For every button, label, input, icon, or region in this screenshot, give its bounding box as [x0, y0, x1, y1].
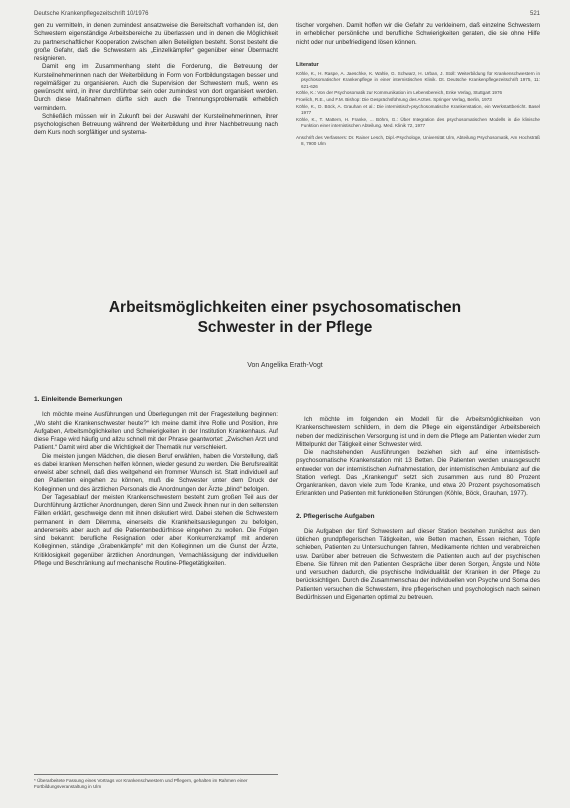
section-heading: 2. Pflegerische Aufgaben	[296, 512, 375, 520]
top-right-column	[296, 22, 540, 148]
literature-entry: Köhle, K., D. Böck, A. Grauhan et al.: Die internistisch-psychosomatische Krankenstation, ein Werkstattbericht. Basel 1977	[296, 103, 540, 116]
literature-entry: Köhle, K., H. Raspe, A. Jaeschke, K. Wahle, G. Schwarz, H. Urban, J. Stoll: Weiterbildung für Krankenschwestern in psychosomatischer Krankenpflege in einer internistischen Klinik. Dt. Deutsche Krankenpflegezeitschrift 1975, 11: 621-626	[296, 71, 540, 89]
body-left-column	[34, 396, 278, 568]
article-title-line: Arbeitsmöglichkeiten einer psychosomatischen	[108, 299, 462, 316]
paragraph: gen zu vermitteln, in denen zumindest ansatzweise die Bereitschaft vorhanden ist, den Schwestern eigenständige Arbeitsbereiche zu überlassen und in denen die Möglichkeit zu partnerschaftlicher Kooperation zwischen allen Beteiligten besteht. Sonst besteht die große Gefahr, daß die Schwestern als „Einzelkämpfer“ gegenüber einer Übermacht resignieren.	[34, 22, 278, 62]
literature-entry: Köhle, K., T. Mattern, H. Franke, ... Böhm, G.: Über Integration des psychosomatischen Modells in die klinische Funktion einer internistischen Abteilung. Med. Klinik 72, 1977	[296, 117, 540, 129]
paragraph: Schließlich müssen wir in Zukunft bei der Auswahl der Kursteilnehmerinnen, ihrer psychologischen Betreuung während der Weiterbildung und ihrer Nachbetreuung nach dem Kurs noch sorgfältiger und systema-	[34, 112, 278, 137]
top-left-column	[34, 22, 278, 138]
literature-list	[296, 71, 540, 147]
journal-name: Deutsche Krankenpflegezeitschrift 10/1976	[34, 11, 149, 17]
article-title	[0, 298, 570, 338]
body-right-column	[296, 416, 540, 602]
paragraph: Die meisten jungen Mädchen, die diesen Beruf erwählen, haben die Vorstellung, daß es dabei kranken Menschen helfen können, wieder gesund zu werden. Die Berufsrealität erweist aber schnell, daß dies weitgehend ein frommer Wunsch ist. Statt individuell auf den Patienten eingehen zu können, muß die Schwester unter dem Druck der Kolleginnen und des ärztlichen Personals die Anordnungen der Ärzte „blind“ befolgen.	[34, 452, 278, 493]
section-heading: 1. Einleitende Bemerkungen	[34, 396, 123, 403]
literature-heading: Literatur	[296, 61, 319, 68]
paragraph: Ich möchte meine Ausführungen und Überlegungen mit der Fragestellung beginnen: „Wo steht die Krankenschwester heute?“ Ich meine damit ihre Rolle und Position, ihre Aufgaben, Arbeitsmöglichkeiten und Schwierigkeiten in der Institution Krankenhaus. Auf diese Frage wird häufig und allzu schnell mit der Phrase geantwortet: „Zwischen Arzt und Patient.“ Damit wird aber die Wichtigkeit der Thematik nur verschleiert.	[34, 411, 278, 452]
paragraph: Die nachstehenden Ausführungen beziehen sich auf eine internistisch-psychosomatische Krankenstation mit 13 Betten. Die Patienten werden unausgesucht entweder von der internistischen Aufnahmestation, der internistischen Ambulanz auf die Station verlegt. Das „Krankengut“ setzt sich zusammen aus rund 80 Prozent Organkranken, davon viele zum Tode Kranke, und etwa 20 Prozent psychosomatisch Erkrankten und Patienten mit funktionellen Störungen (Köhle, Böck, Grauhan, 1977).	[296, 449, 540, 498]
footnote: * Überarbeitete Fassung eines Vortrags vor Krankenschwestern und Pflegern, gehalten im Rahmen einer Fortbildungsveranstaltung in Ulm	[34, 774, 278, 790]
paragraph: Ich möchte im folgenden ein Modell für die Arbeitsmöglichkeiten von Krankenschwestern schildern, in dem die Pflege ein eigenständiger Arbeitsbereich neben der medizinischen Versorgung ist und in dem die Pflege am Patienten wieder zum Mittelpunkt der Tätigkeit einer Schwester wird.	[296, 416, 540, 448]
article-author: Von Angelika Erath-Vogt	[247, 362, 323, 369]
paragraph: Der Tagesablauf der meisten Krankenschwestern besteht zum großen Teil aus der Durchführung ärztlicher Anordnungen, deren Sinn und Zweck ihnen nur in den seltensten Fällen erklärt, geschweige denn mit ihnen diskutiert wird. Dabei stehen die Schwestern permanent in dem Dilemma, einerseits die Krankheitsauslegungen zu befolgen, andererseits aber auch auf die Patientenbedürfnisse eingehen zu wollen. Die Folgen sind bekannt: berufliche Resignation oder aber Konkurrenzkampf mit anderen Kolleginnen, ständige „Grabenkämpfe“ mit den Kolleginnen um die Gunst der Ärzte, Kritiklosigkeit gegenüber ärztlichen Anordnungen, Vernachlässigung der individuellen Pflege und Beschränkung auf mechanische Routine-Pflegetätigkeiten.	[34, 493, 278, 567]
paragraph: Damit eng im Zusammenhang steht die Forderung, die Betreuung der Kursteilnehmerinnen nach der Weiterbildung in Form von Fortbildungstagen besser und regelmäßiger zu organisieren. Auch die Supervision der Schwestern muß, wenn es gewünscht wird, in ihrer durchführbar sein oder zumindest von dort organisiert werden. Durch diese Maßnahmen dürfte sich auch die Trennungsproblematik erheblich vermindern.	[34, 63, 278, 112]
author-address: Anschrift des Verfassers: Dr. Rainer Lesch, Dipl.-Psychologe, Universität Ulm, Abteilung Psychosomatik, Am Hochsträß 8, 7900 Ulm	[296, 134, 540, 146]
literature-entry: Köhle, K.: Von der Psychosomatik zur Kommunikation im Lebensbereich, Enke Verlag, Stuttgart 1976	[296, 90, 503, 96]
running-head	[34, 11, 540, 21]
page-number: 521	[529, 11, 540, 17]
literature-entry: Froelich, R.E., und F.M. Bishop: Die Gesprächsführung des Arztes. Springer Verlag, Berlin, 1973	[296, 97, 492, 103]
paragraph: tischer vorgehen. Damit hoffen wir die Gefahr zu verkleinern, daß einzelne Schwestern in erheblicher persönliche und berufliche Schwierigkeiten geraten, die sie ohne Hilfe nicht oder nur unbefriedigend lösen können.	[296, 22, 540, 46]
paragraph: Die Aufgaben der fünf Schwestern auf dieser Station bestehen zunächst aus den üblichen grundpflegerischen Tätigkeiten, wie Betten machen, Essen reichen, Töpfe schieben, Patienten zu Untersuchungen fahren, Medikamente richten und verabreichen usw. Darüber aber betreuen die Schwestern die Patienten auch auf der psychischen Ebene. Sie führen mit den Patienten Gespräche über deren Sorgen, Ängste und Nöte und versuchen dadurch, die psychische Individualität der Kranken in der Pflege zu berücksichtigen. Durch die Zusammenschau der individuellen von Psyche und Soma des Patienten versuchen die Schwestern, ihre pflegerischen und psychologisch nach seinen Bedürfnissen und Eigenarten optimal zu betreuen.	[296, 527, 540, 601]
article-title-line: Schwester in der Pflege	[197, 319, 373, 336]
